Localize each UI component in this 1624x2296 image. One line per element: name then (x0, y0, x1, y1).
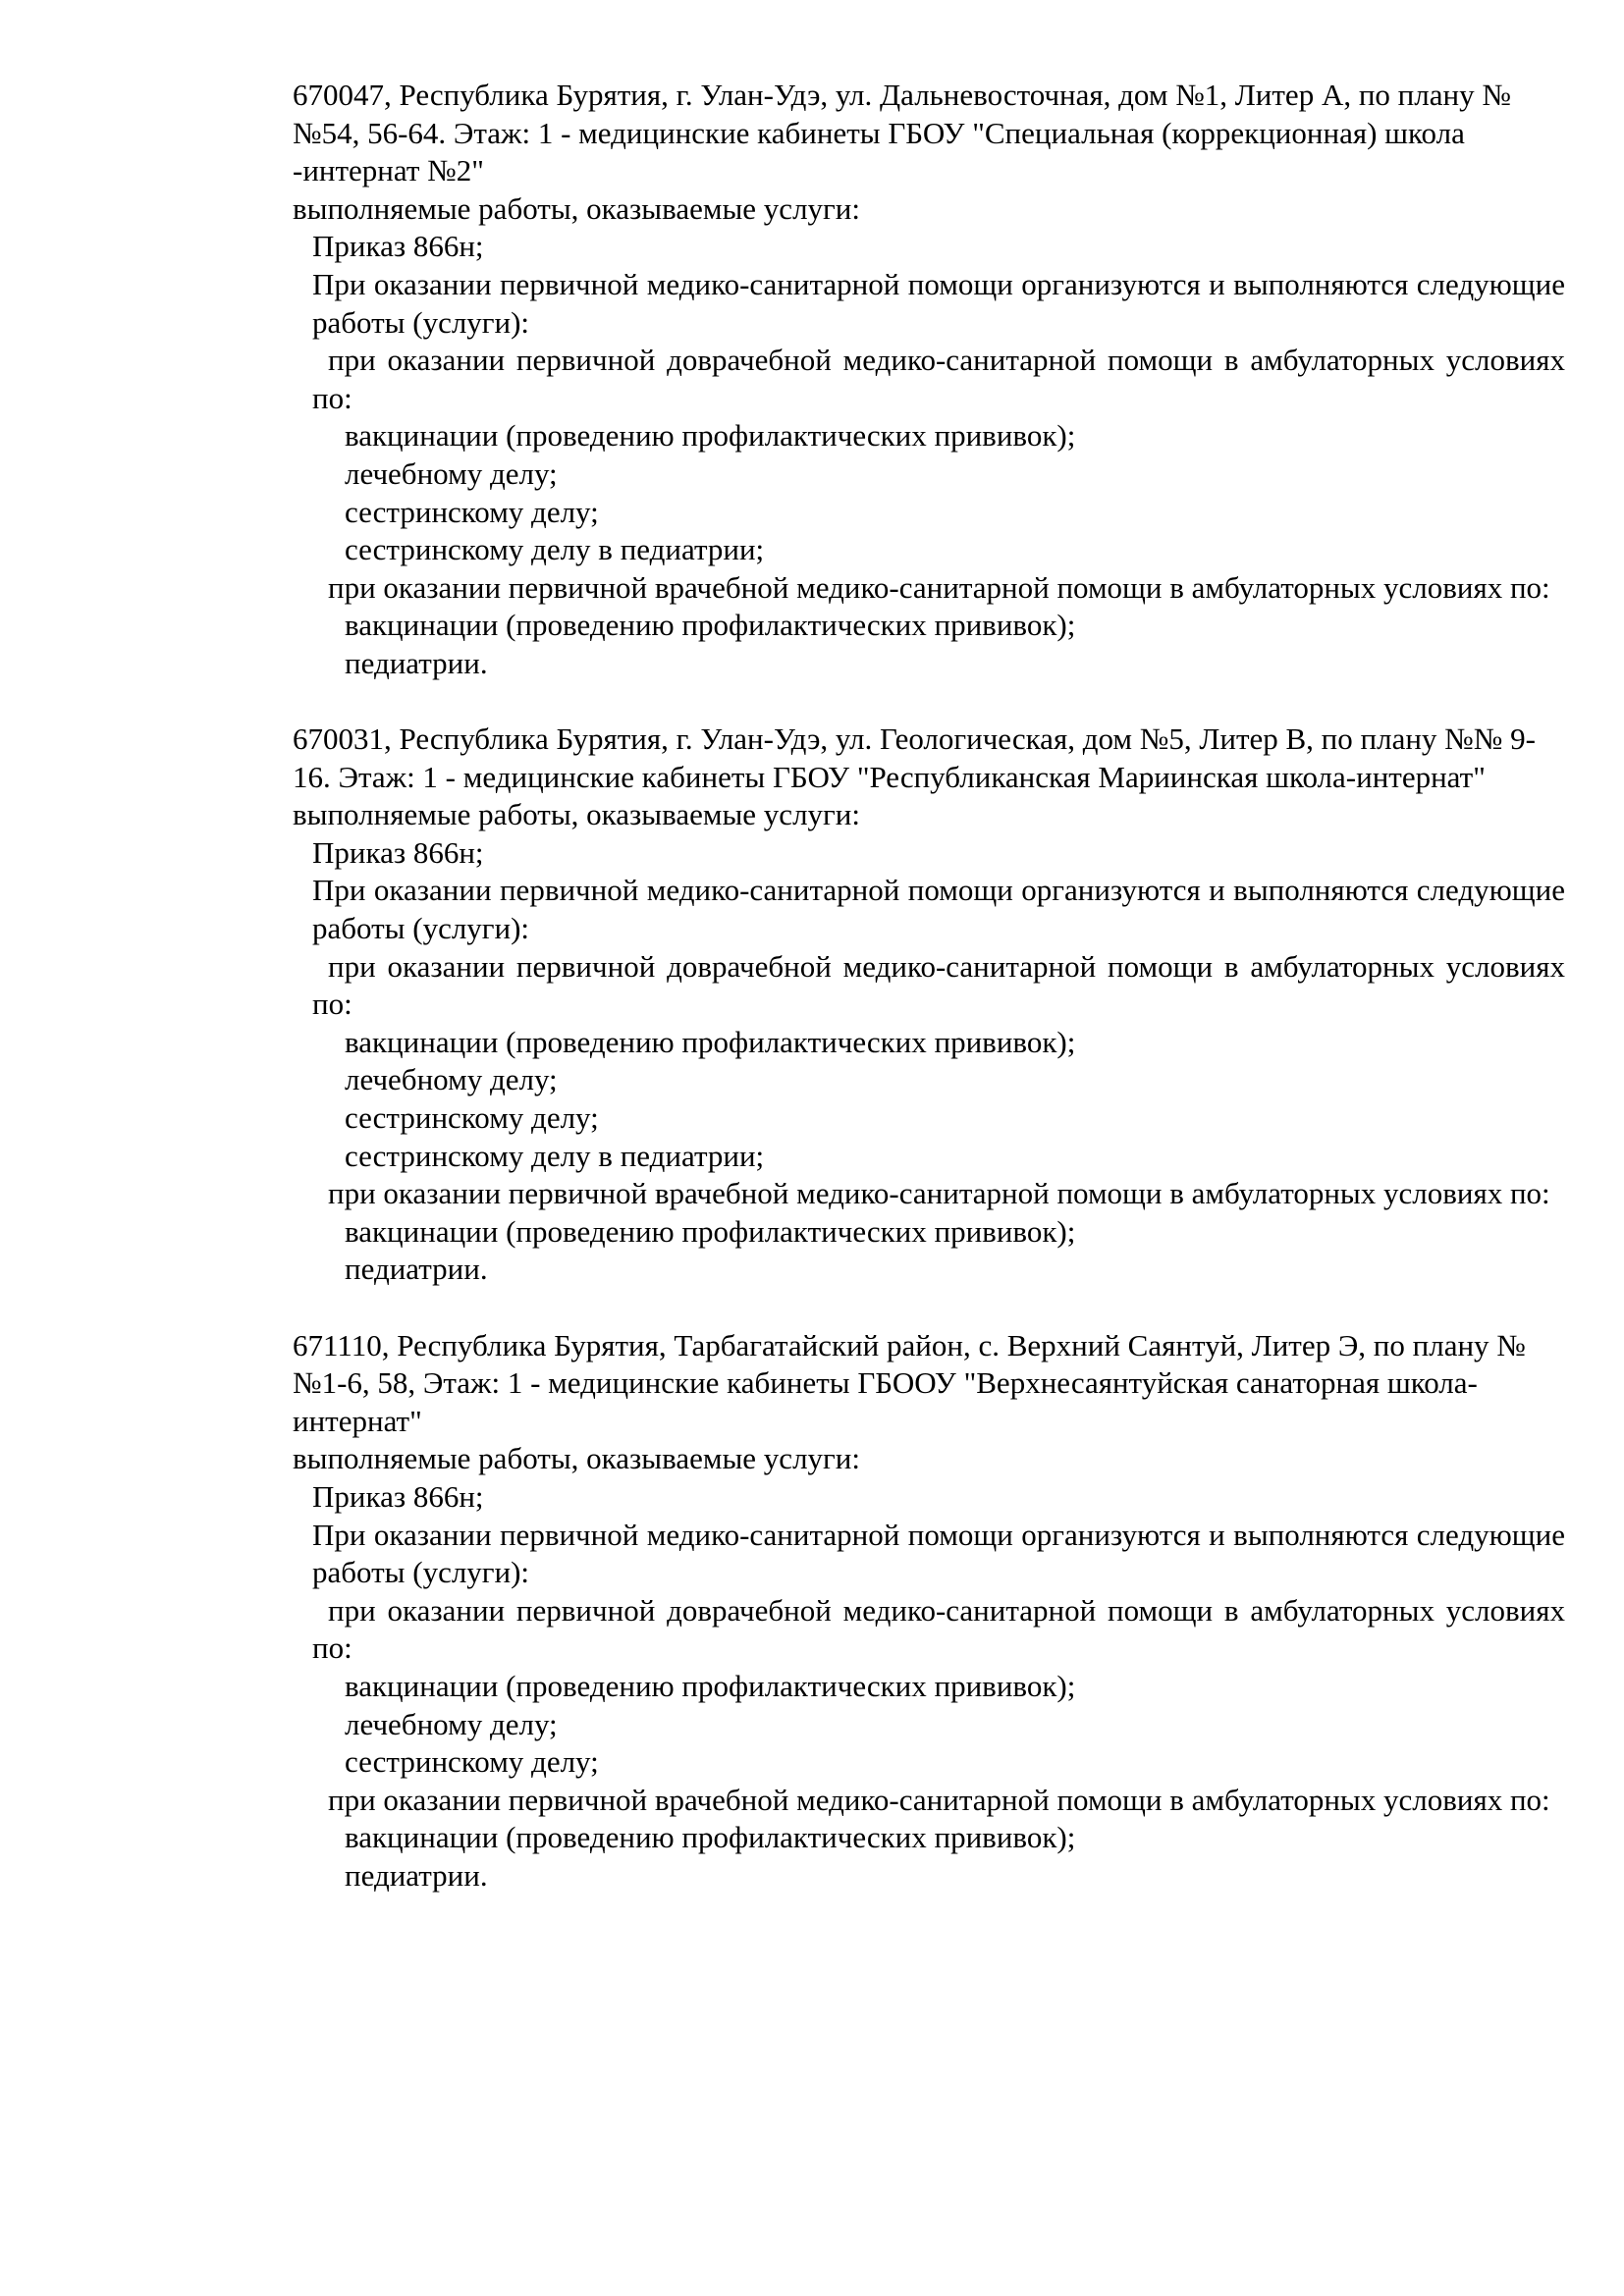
service-item: вакцинации (проведению профилактических прививок); (345, 608, 1076, 643)
license-entry-2 (293, 721, 1565, 1289)
works-label: выполняемые работы, оказываемые услуги: (293, 190, 860, 226)
service-item: вакцинации (проведению профилактических прививок); (345, 1668, 1076, 1703)
prehospital-intro: при оказании первичной доврачебной медико-санитарной помощи в амбулаторных условиях по: (312, 343, 1565, 415)
services-intro: При оказании первичной медико-санитарной помощи организуются и выполняются следующие работы (услуги): (312, 873, 1565, 946)
doctor-intro: при оказании первичной врачебной медико-санитарной помощи в амбулаторных условиях по: (328, 1176, 1550, 1211)
service-item: лечебному делу; (345, 1706, 558, 1741)
license-entry-3 (293, 1327, 1565, 1896)
order-reference: Приказ 866н; (312, 1478, 484, 1514)
prehospital-intro: при оказании первичной доврачебной медико-санитарной помощи в амбулаторных условиях по: (312, 948, 1565, 1022)
service-item: сестринскому делу; (345, 1744, 599, 1780)
service-item: сестринскому делу; (345, 1100, 599, 1136)
service-item: сестринскому делу в педиатрии; (345, 1138, 765, 1173)
service-item: вакцинации (проведению профилактических прививок); (345, 1024, 1076, 1059)
service-item: педиатрии. (345, 645, 488, 680)
service-item: вакцинации (проведению профилактических прививок); (345, 1213, 1076, 1249)
doctor-intro: при оказании первичной врачебной медико-санитарной помощи в амбулаторных условиях по: (328, 569, 1550, 605)
document-page (293, 77, 1565, 1933)
entry-address: 670047, Республика Бурятия, г. Улан-Удэ, ул. Дальневосточная, дом №1, Литер А, по плану №№54, 56-64. Этаж: 1 - медицинские кабинеты ГБОУ "Специальная (коррекционная) школа -интернат №2" (293, 78, 1511, 188)
doctor-intro: при оказании первичной врачебной медико-санитарной помощи в амбулаторных условиях по: (328, 1782, 1550, 1817)
entry-address: 670031, Республика Бурятия, г. Улан-Удэ, ул. Геологическая, дом №5, Литер В, по плану №№ 9-16. Этаж: 1 - медицинские кабинеты ГБОУ "Республиканская Мариинская школа-интернат" (293, 721, 1536, 794)
service-item: сестринскому делу; (345, 494, 599, 529)
service-item: лечебному делу; (345, 1062, 558, 1097)
prehospital-intro: при оказании первичной доврачебной медико-санитарной помощи в амбулаторных условиях по: (312, 1592, 1565, 1666)
service-item: педиатрии. (345, 1857, 488, 1893)
services-intro: При оказании первичной медико-санитарной помощи организуются и выполняются следующие работы (услуги): (312, 1517, 1565, 1590)
service-item: сестринскому делу в педиатрии; (345, 532, 765, 567)
license-entry-1 (293, 77, 1565, 683)
services-intro: При оказании первичной медико-санитарной помощи организуются и выполняются следующие работы (услуги): (312, 266, 1565, 340)
service-item: педиатрии. (345, 1252, 488, 1287)
entry-address: 671110, Республика Бурятия, Тарбагатайский район, с. Верхний Саянтуй, Литер Э, по плану №№1-6, 58, Этаж: 1 - медицинские кабинеты ГБООУ "Верхнесаянтуйская санаторная школа-интернат" (293, 1327, 1526, 1438)
service-item: вакцинации (проведению профилактических прививок); (345, 418, 1076, 454)
order-reference: Приказ 866н; (312, 229, 484, 264)
service-item: лечебному делу; (345, 455, 558, 491)
order-reference: Приказ 866н; (312, 834, 484, 870)
service-item: вакцинации (проведению профилактических прививок); (345, 1820, 1076, 1855)
works-label: выполняемые работы, оказываемые услуги: (293, 1441, 860, 1476)
works-label: выполняемые работы, оказываемые услуги: (293, 797, 860, 832)
